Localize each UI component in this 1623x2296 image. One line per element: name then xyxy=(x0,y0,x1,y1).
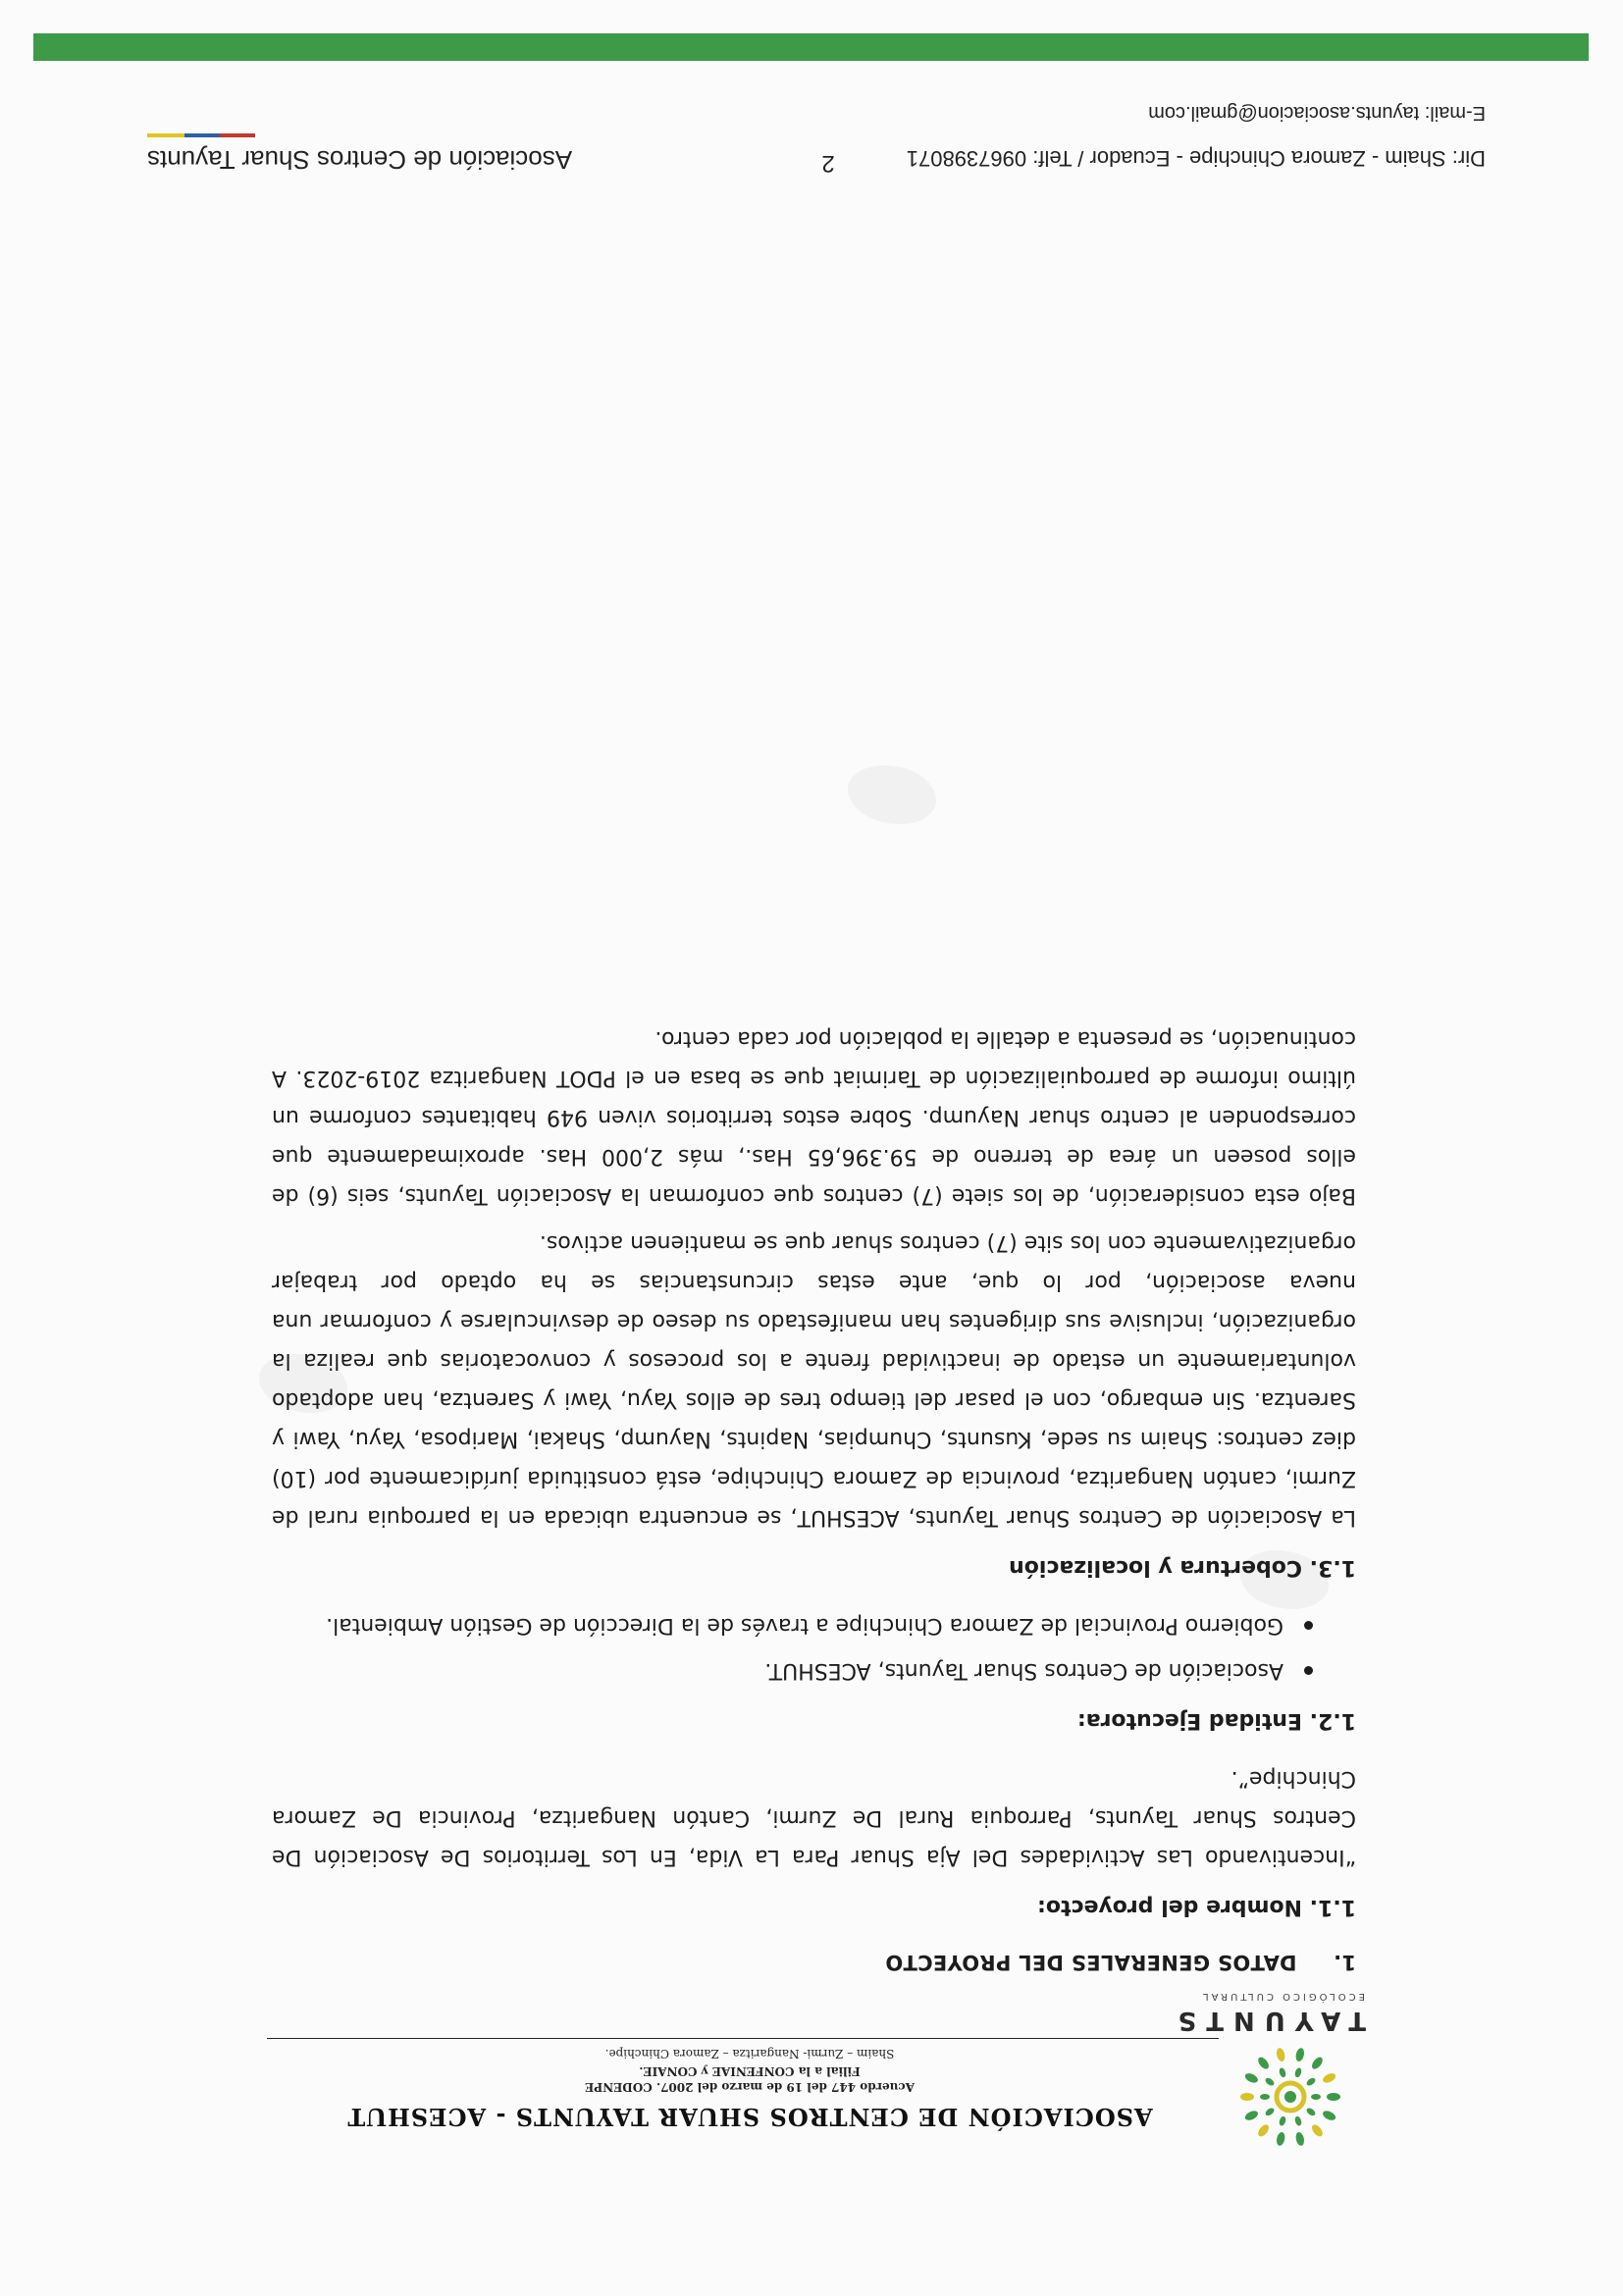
section-number: 1. xyxy=(1333,1951,1356,1974)
logo-wordmark: TAYUNTS xyxy=(1168,2006,1366,2035)
logo-petal xyxy=(1311,2094,1321,2100)
tayunts-logo-icon xyxy=(1236,2043,1344,2151)
logo-petal xyxy=(1260,2094,1270,2100)
coverage-paragraph-1: La Asociación de Centros Shuar Tayunts, ACESHUT, se encuentra ubicada en la parroquia rural de Zurmi, cantón Nangaritza, provincia de Zamora Chinchipe, está constituida jurídicamente por (10) diez centros: Shaim su sede, Kusunts, Chumpias, Napints, Nayump, Shakai, Mariposa, Yayu, Yawi y Sarentza. Sin embargo, con el pasar del tiempo tres de ellos Yayu, Yawi y Sarentza, han adoptado voluntariamente un estado de inactividad frente a los procesos y convocatorias que realiza la organización, inclusive sus dirigentes han manifestado su deseo de desvincularse y conformar una nueva asociación, por lo que, ante estas circunstancias se ha optado por trabajar organizativamente con los site (7) centros shuar que se mantienen activos. xyxy=(272,1230,1356,1530)
document-body xyxy=(272,1011,1356,1980)
affiliation-line: Filial a la CONFENIAE y CONAIE. xyxy=(639,2064,861,2078)
section-heading xyxy=(272,1945,1356,1980)
logo-petal xyxy=(1305,2076,1317,2087)
subsection-title-1-1: 1.1. Nombre del proyecto: xyxy=(1037,1895,1356,1919)
watermark-mark xyxy=(848,765,936,824)
logo-petal xyxy=(1240,2093,1254,2101)
subsection-title-1-3: 1.3. Cobertura y localización xyxy=(1009,1555,1356,1580)
footer-organization: Asociación de Centros Shuar Tayunts xyxy=(147,145,573,175)
logo-petal xyxy=(1276,2131,1286,2146)
executing-entities-list xyxy=(272,1605,1356,1690)
logo-petal xyxy=(1294,2131,1305,2146)
section-title: DATOS GENERALES DEL PROYECTO xyxy=(885,1951,1297,1974)
logo-petal xyxy=(1264,2076,1276,2087)
logo-petal xyxy=(1279,2115,1287,2126)
logo-petal xyxy=(1310,2122,1325,2138)
logo-petal xyxy=(1294,2067,1303,2078)
logo-petal xyxy=(1305,2107,1317,2117)
logo-petal xyxy=(1256,2122,1271,2138)
footer-email: E-mail: tayunts.asociacion@gmail.com xyxy=(1148,102,1486,124)
logo-petal xyxy=(1322,2071,1337,2084)
project-name-text: “Incentivando Las Actividades Del Aja Shuar Para La Vida, En Los Territorios De Asociación De Centros Shuar Tayunts, Parroquia Rural De Zurmi, Cantón Nangaritza, Provincia De Zamora Chinchipe”. xyxy=(272,1766,1356,1869)
logo-petal xyxy=(1276,2047,1286,2061)
logo-petal xyxy=(1322,2109,1337,2121)
stripe-segment xyxy=(147,133,184,137)
location-line: Shaim – Zurmi- Nangaritza – Zamora Chinchipe. xyxy=(604,2047,895,2061)
logo-petal xyxy=(1256,2056,1271,2071)
logo-subtext: ECOLÓGICO CULTURAL xyxy=(1200,1991,1365,2002)
logo-petal xyxy=(1279,2067,1287,2078)
subsection-title-1-2: 1.2. Entidad Ejecutora: xyxy=(1076,1708,1356,1733)
logo-petal xyxy=(1294,2047,1305,2061)
coverage-paragraph-2: Bajo esta consideración, de los siete (7) centros que conforman la Asociación Tayunts, seis (6) de ellos poseen un área de terreno de 59.396,65 Has., más 2,000 Has. aproximadamente que corresponden al centro shuar Nayump. Sobre estos territorios viven 949 habitantes conforme un último informe de parroquialización de Tarimiat que se basa en el PDOT Nangaritza 2019-2023. A continuación, se presenta a detalle la población por cada centro. xyxy=(272,1026,1356,1208)
footer-color-stripe xyxy=(147,133,255,137)
logo-petal xyxy=(1243,2109,1259,2121)
stripe-segment xyxy=(184,133,220,137)
agreement-line: Acuerdo 447 del 19 de marzo del 2007. CODENPE xyxy=(585,2080,915,2094)
organization-name: ASOCIACIÓN DE CENTROS SHUAR TAYUNTS - ACESHUT xyxy=(346,2103,1153,2131)
list-item: Asociación de Centros Shuar Tayunts, ACESHUT. xyxy=(272,1650,1317,1690)
logo-petal xyxy=(1243,2071,1259,2084)
page-number: 2 xyxy=(821,150,835,177)
stripe-segment xyxy=(220,133,255,137)
footer-green-bar xyxy=(33,33,1589,61)
header-divider xyxy=(267,2038,1219,2039)
footer-address: Dir: Shaim - Zamora Chinchipe - Ecuador / Telf: 0967398071 xyxy=(906,146,1486,171)
logo-petal xyxy=(1294,2115,1303,2126)
list-item: Gobierno Provincial de Zamora Chinchipe a través de la Dirección de Gestión Ambiental. xyxy=(272,1605,1317,1644)
logo-petal xyxy=(1327,2093,1340,2101)
logo-petal xyxy=(1264,2107,1276,2117)
logo-petal xyxy=(1310,2056,1325,2071)
